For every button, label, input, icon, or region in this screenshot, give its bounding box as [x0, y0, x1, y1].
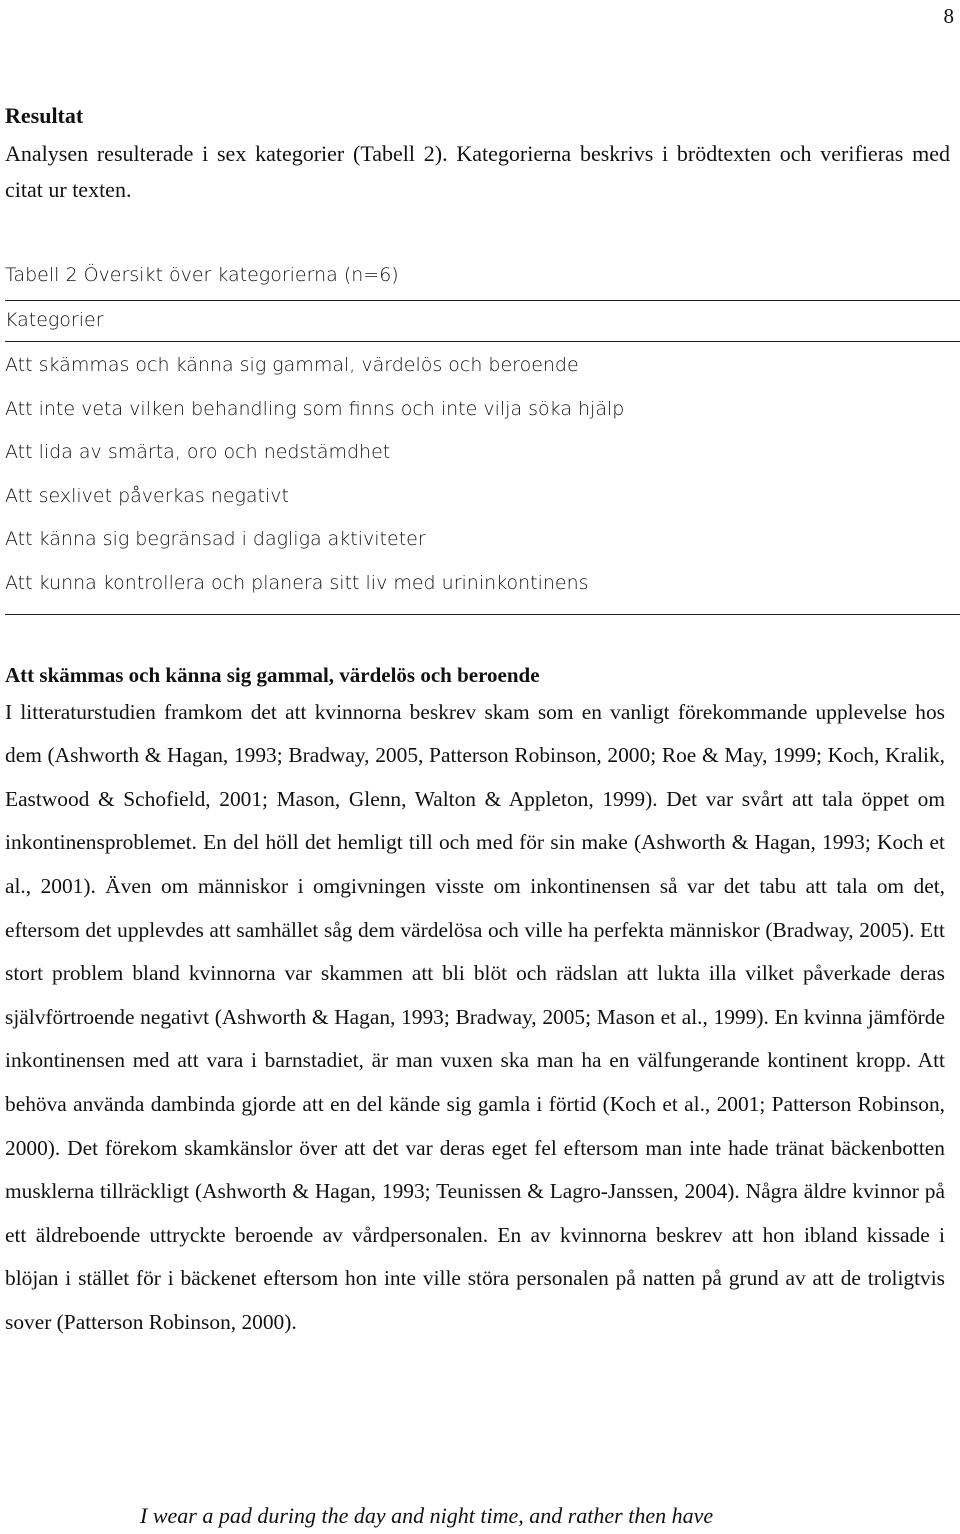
- table-header: Kategorier: [5, 309, 104, 331]
- section-intro: Analysen resulterade i sex kategorier (Tabell 2). Kategorierna beskrivs i brödtexten och verifieras med citat ur texten.: [5, 141, 950, 202]
- section-title: Resultat: [5, 103, 84, 128]
- category-row: Att sexlivet påverkas negativt: [5, 484, 289, 507]
- subsection-body: I litteraturstudien framkom det att kvinnorna beskrev skam som en vanligt förekommande upplevelse hos dem (Ashworth & Hagan, 1993; Bradway, 2005, Patterson Robinson, 2000; Roe & May, 1999; Koch, Kralik, Eastwood & Schofield, 2001; Mason, Glenn, Walton & Appleton, 1999). Det var svårt att tala öppet om inkontinensproblemet. En del höll det hemligt till och med för sin make (Ashworth & Hagan, 1993; Koch et al., 2001). Även om människor i omgivningen visste om inkontinensen så var det tabu att tala om det, eftersom det upplevdes att samhället såg dem värdelösa och ville ha perfekta människor (Bradway, 2005). Ett stort problem bland kvinnorna var skammen att bli blöt och rädslan att lukta illa vilket påverkade deras självförtroende negativt (Ashworth & Hagan, 1993; Bradway, 2005; Mason et al., 1999). En kvinna jämförde inkontinensen med att vara i barnstadiet, är man vuxen ska man ha en välfungerande kontinent kropp. Att behöva använda dambinda gjorde att en del kände sig gamla i förtid (Koch et al., 2001; Patterson Robinson, 2000). Det förekom skamkänslor över att det var deras eget fel eftersom man inte hade tränat bäckenbotten musklerna tillräckligt (Ashworth & Hagan, 1993; Teunissen & Lagro-Janssen, 2004). Några äldre kvinnor på ett äldreboende uttryckte beroende av vårdpersonalen. En av kvinnorna beskrev att hon ibland kissade i blöjan i stället för i bäckenet eftersom hon inte ville störa personalen på natten på grund av att de troligtvis sover (Patterson Robinson, 2000).: [5, 699, 945, 1334]
- page-number: 8: [943, 4, 954, 28]
- category-row: Att inte veta vilken behandling som finns och inte vilja söka hjälp: [5, 397, 625, 420]
- category-row: Att skämmas och känna sig gammal, värdelös och beroende: [5, 354, 579, 376]
- quote-text: I wear a pad during the day and night time, and rather then have: [140, 1503, 714, 1528]
- category-row: Att kunna kontrollera och planera sitt liv med urininkontinens: [5, 571, 589, 594]
- table-bottom-rule: [5, 614, 960, 615]
- category-row: Att lida av smärta, oro och nedstämdhet: [5, 441, 391, 464]
- category-list: [5, 342, 960, 614]
- table-caption: Tabell 2 Översikt över kategorierna (n=6): [5, 264, 399, 286]
- category-table: [5, 300, 960, 615]
- category-row: Att känna sig begränsad i dagliga aktiviteter: [5, 528, 426, 551]
- subsection-title: Att skämmas och känna sig gammal, värdelös och beroende: [5, 662, 540, 687]
- document-content: [5, 100, 955, 1344]
